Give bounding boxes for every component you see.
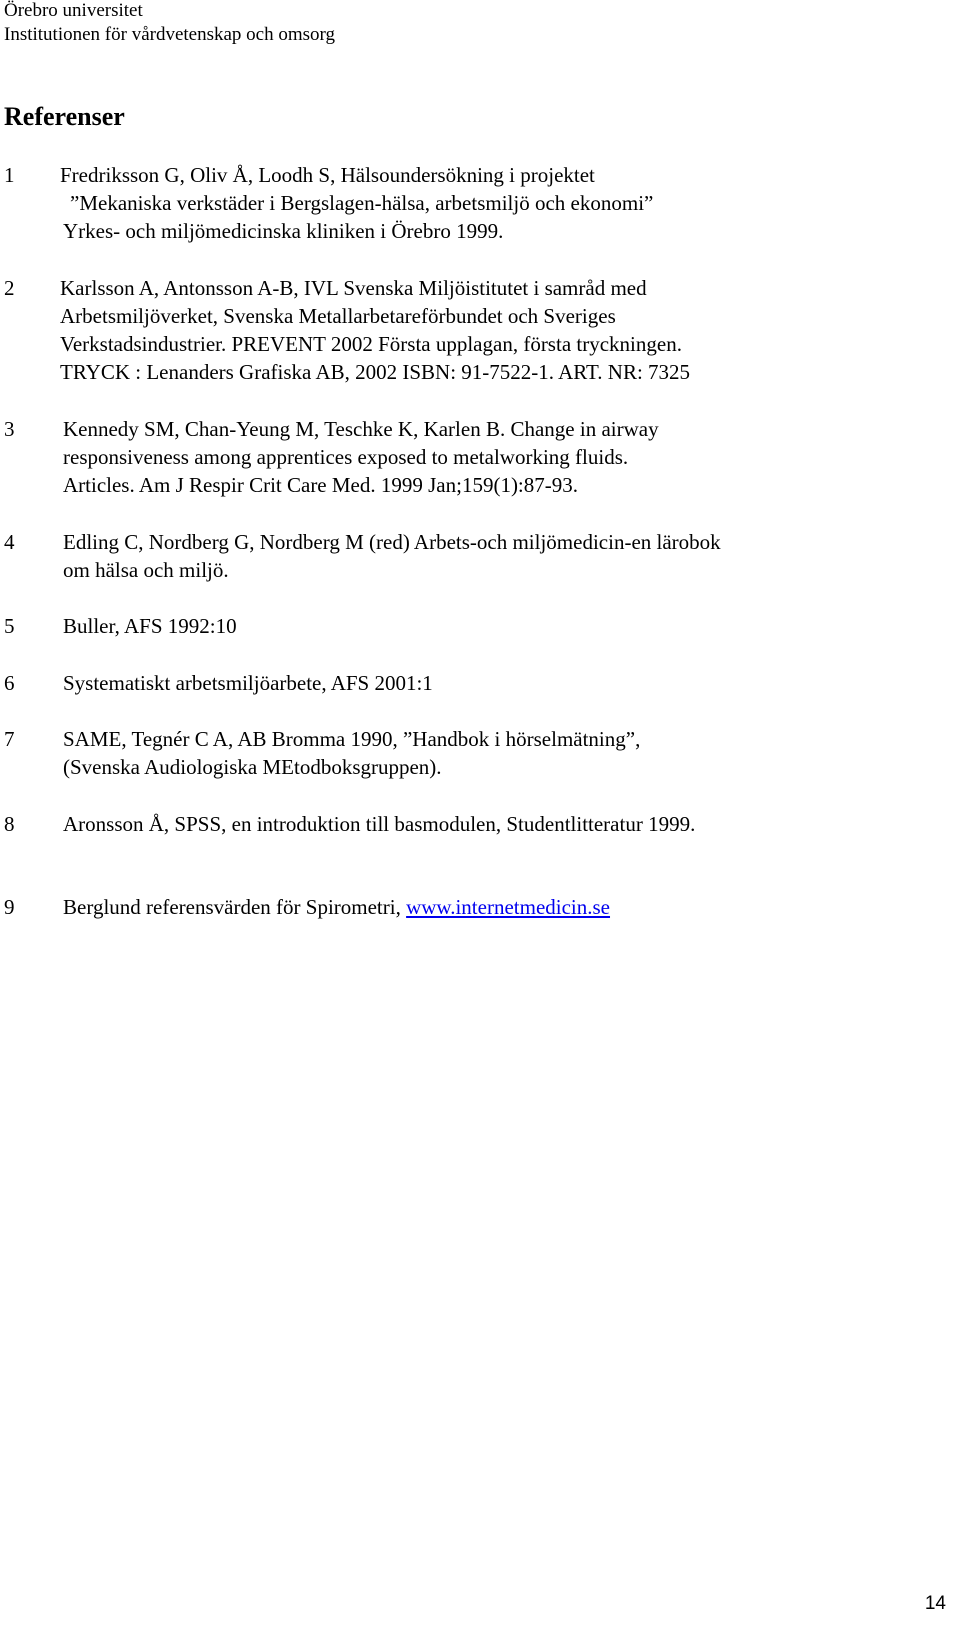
reference-9-line-1 <box>63 894 610 920</box>
reference-number-9: 9 <box>4 895 15 919</box>
reference-2-line-2: Arbetsmiljöverket, Svenska Metallarbetareförbundet och Sveriges <box>60 304 616 328</box>
page-title: Referenser <box>4 102 125 131</box>
reference-1-line-2: ”Mekaniska verkstäder i Bergslagen-hälsa, arbetsmiljö och ekonomi” <box>70 191 654 215</box>
reference-number-2: 2 <box>4 276 15 300</box>
reference-3-line-2: responsiveness among apprentices exposed to metalworking fluids. <box>63 445 629 469</box>
reference-4-line-1: Edling C, Nordberg G, Nordberg M (red) Arbets-och miljömedicin-en lärobok <box>63 530 721 554</box>
header-institution: Institutionen för vårdvetenskap och omsorg <box>4 24 336 45</box>
reference-number-6: 6 <box>4 671 15 695</box>
reference-3-line-3: Articles. Am J Respir Crit Care Med. 1999 Jan;159(1):87-93. <box>63 473 579 497</box>
internetmedicin-link[interactable]: www.internetmedicin.se <box>406 895 611 919</box>
reference-2-line-3: Verkstadsindustrier. PREVENT 2002 Första upplagan, första tryckningen. <box>60 332 682 356</box>
reference-1-line-3: Yrkes- och miljömedicinska kliniken i Örebro 1999. <box>63 219 504 243</box>
reference-1-line-1: Fredriksson G, Oliv Å, Loodh S, Hälsoundersökning i projektet <box>60 163 595 187</box>
reference-9-text: Berglund referensvärden för Spirometri, <box>63 895 407 919</box>
reference-number-7: 7 <box>4 727 15 751</box>
reference-2-line-1: Karlsson A, Antonsson A-B, IVL Svenska Miljöistitutet i samråd med <box>60 276 647 300</box>
reference-number-3: 3 <box>4 417 15 441</box>
page-number: 14 <box>924 1593 946 1614</box>
reference-7-line-1: SAME, Tegnér C A, AB Bromma 1990, ”Handbok i hörselmätning”, <box>63 727 641 751</box>
reference-3-line-1: Kennedy SM, Chan-Yeung M, Teschke K, Karlen B. Change in airway <box>63 417 659 441</box>
reference-7-line-2: (Svenska Audiologiska MEtodboksgruppen). <box>63 755 442 779</box>
reference-6-line-1: Systematiskt arbetsmiljöarbete, AFS 2001:1 <box>63 671 433 695</box>
reference-5-line-1: Buller, AFS 1992:10 <box>63 614 237 638</box>
reference-number-5: 5 <box>4 614 15 638</box>
header-university: Örebro universitet <box>4 0 143 21</box>
reference-2-line-4: TRYCK : Lenanders Grafiska AB, 2002 ISBN: 91-7522-1. ART. NR: 7325 <box>60 360 691 384</box>
reference-8-line-1: Aronsson Å, SPSS, en introduktion till basmodulen, Studentlitteratur 1999. <box>63 812 696 836</box>
reference-number-4: 4 <box>4 530 15 554</box>
reference-number-1: 1 <box>4 163 15 187</box>
reference-4-line-2: om hälsa och miljö. <box>63 558 229 582</box>
reference-number-8: 8 <box>4 812 15 836</box>
